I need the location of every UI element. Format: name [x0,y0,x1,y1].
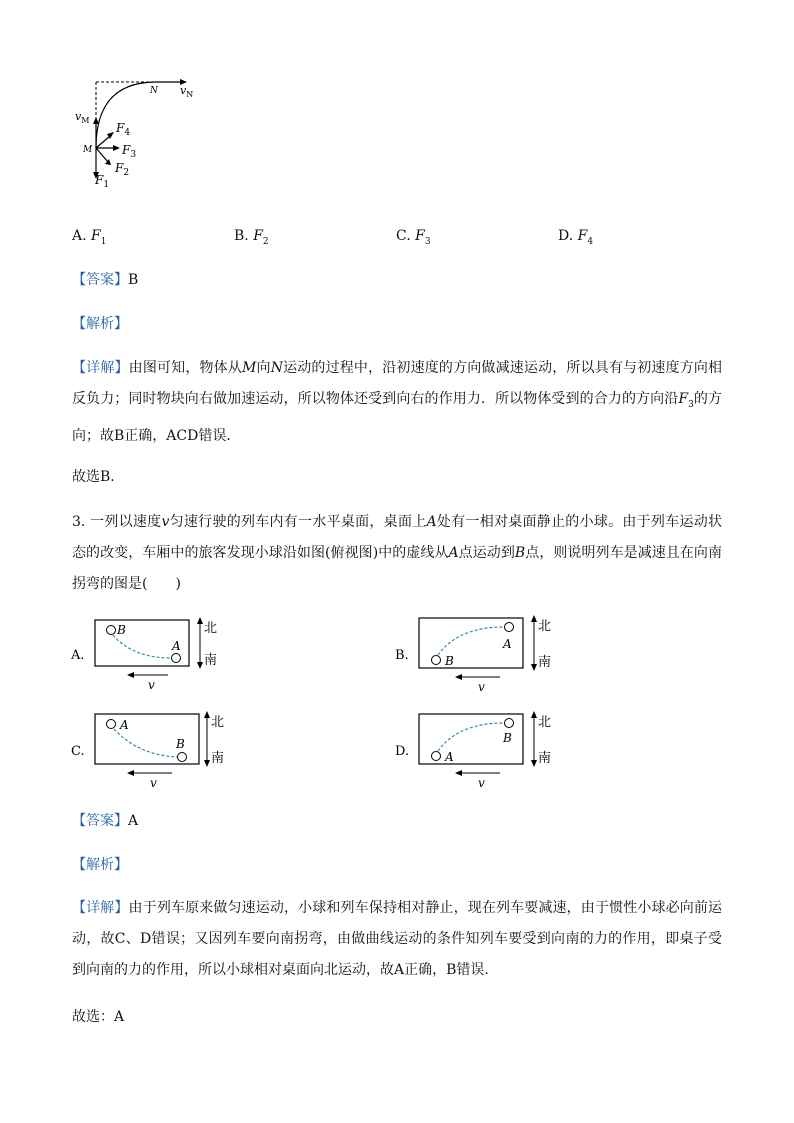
F4-label: $F_4$ [116,121,131,138]
q3-answer: 【答案】A [72,813,139,829]
vN-label: $v_N$ [180,84,194,99]
q3-diagram-a [68,612,228,692]
ball-point-label: A [172,639,181,653]
q2-option-c: C. $F_3$ [396,228,431,247]
q3-diagram-c [68,708,228,788]
q2-answer: 【答案】B [72,272,139,288]
diagram-option-label: B. [395,648,409,663]
velocity-label: v [148,678,155,692]
ball-point-label: B [117,623,126,637]
q3-diagram-b [392,612,562,692]
q3-diagram-d [392,708,562,788]
F2-label: $F_2$ [115,161,130,178]
q3-detail: 【详解】由于列车原来做匀速运动，小球和列车保持相对静止，现在列车要减速，由于惯性小球必向前运动，故C、D错误；又因列车要向南拐弯，由做曲线运动的条件知列车要受到向南的力的作用，即桌子受到向南的力的作用，所以小球相对桌面向北运动，故A正确，B错误. [72,900,723,978]
diagram-option-label: C. [71,744,85,759]
velocity-label: v [478,776,485,788]
q2-option-a: A. $F_1$ [72,228,107,247]
q2-analysis-heading: 【解析】 [72,316,128,332]
south-label: 南 [538,751,552,766]
north-label: 北 [538,715,552,730]
M-point-label: M [83,145,93,155]
force-diagram [70,72,210,192]
ball-point-label: A [120,718,129,732]
velocity-label: v [478,680,485,692]
ball-point-label: A [503,637,512,651]
ball-point-label: B [176,737,185,751]
F3-label: $F_3$ [122,143,137,160]
q3-analysis-heading: 【解析】 [72,857,128,873]
ball-point-label: B [503,731,512,745]
q2-conclusion: 故选B． [72,469,125,485]
ball-point-label: A [445,750,454,764]
ball-point-label: B [445,654,454,668]
q2-option-b: B. $F_2$ [234,228,269,247]
north-label: 北 [204,621,218,636]
diagram-option-label: A. [71,648,85,663]
north-label: 北 [538,619,552,634]
south-label: 南 [538,655,552,670]
diagram-option-label: D. [395,744,410,759]
south-label: 南 [211,751,225,766]
F1-label: $F_1$ [95,173,110,190]
q3-stem: 3. 一列以速度v匀速行驶的列车内有一水平桌面，桌面上A处有一相对桌面静止的小球。由于列车运动状态的改变，车厢中的旅客发现小球沿如图(俯视图)中的虚线从A点运动到B点，则说明列车是减速且在向南拐弯的图是( ) [72,514,723,592]
q3-conclusion: 故选：A [72,1009,125,1025]
vM-label: $v_M$ [75,110,90,125]
velocity-label: v [150,776,157,788]
q2-detail: 【详解】由图可知，物体从M向N运动的过程中，沿初速度的方向做减速运动，所以具有与初速度方向相反负力；同时物块向右做加速运动，所以物体还受到向右的作用力．所以物体受到的合力的方向沿$F_3$的方向；故B正确，ACD错误． [72,360,723,444]
south-label: 南 [204,653,218,668]
N-point-label: N [150,86,158,96]
north-label: 北 [211,715,225,730]
q2-option-d: D. $F_4$ [558,228,594,247]
